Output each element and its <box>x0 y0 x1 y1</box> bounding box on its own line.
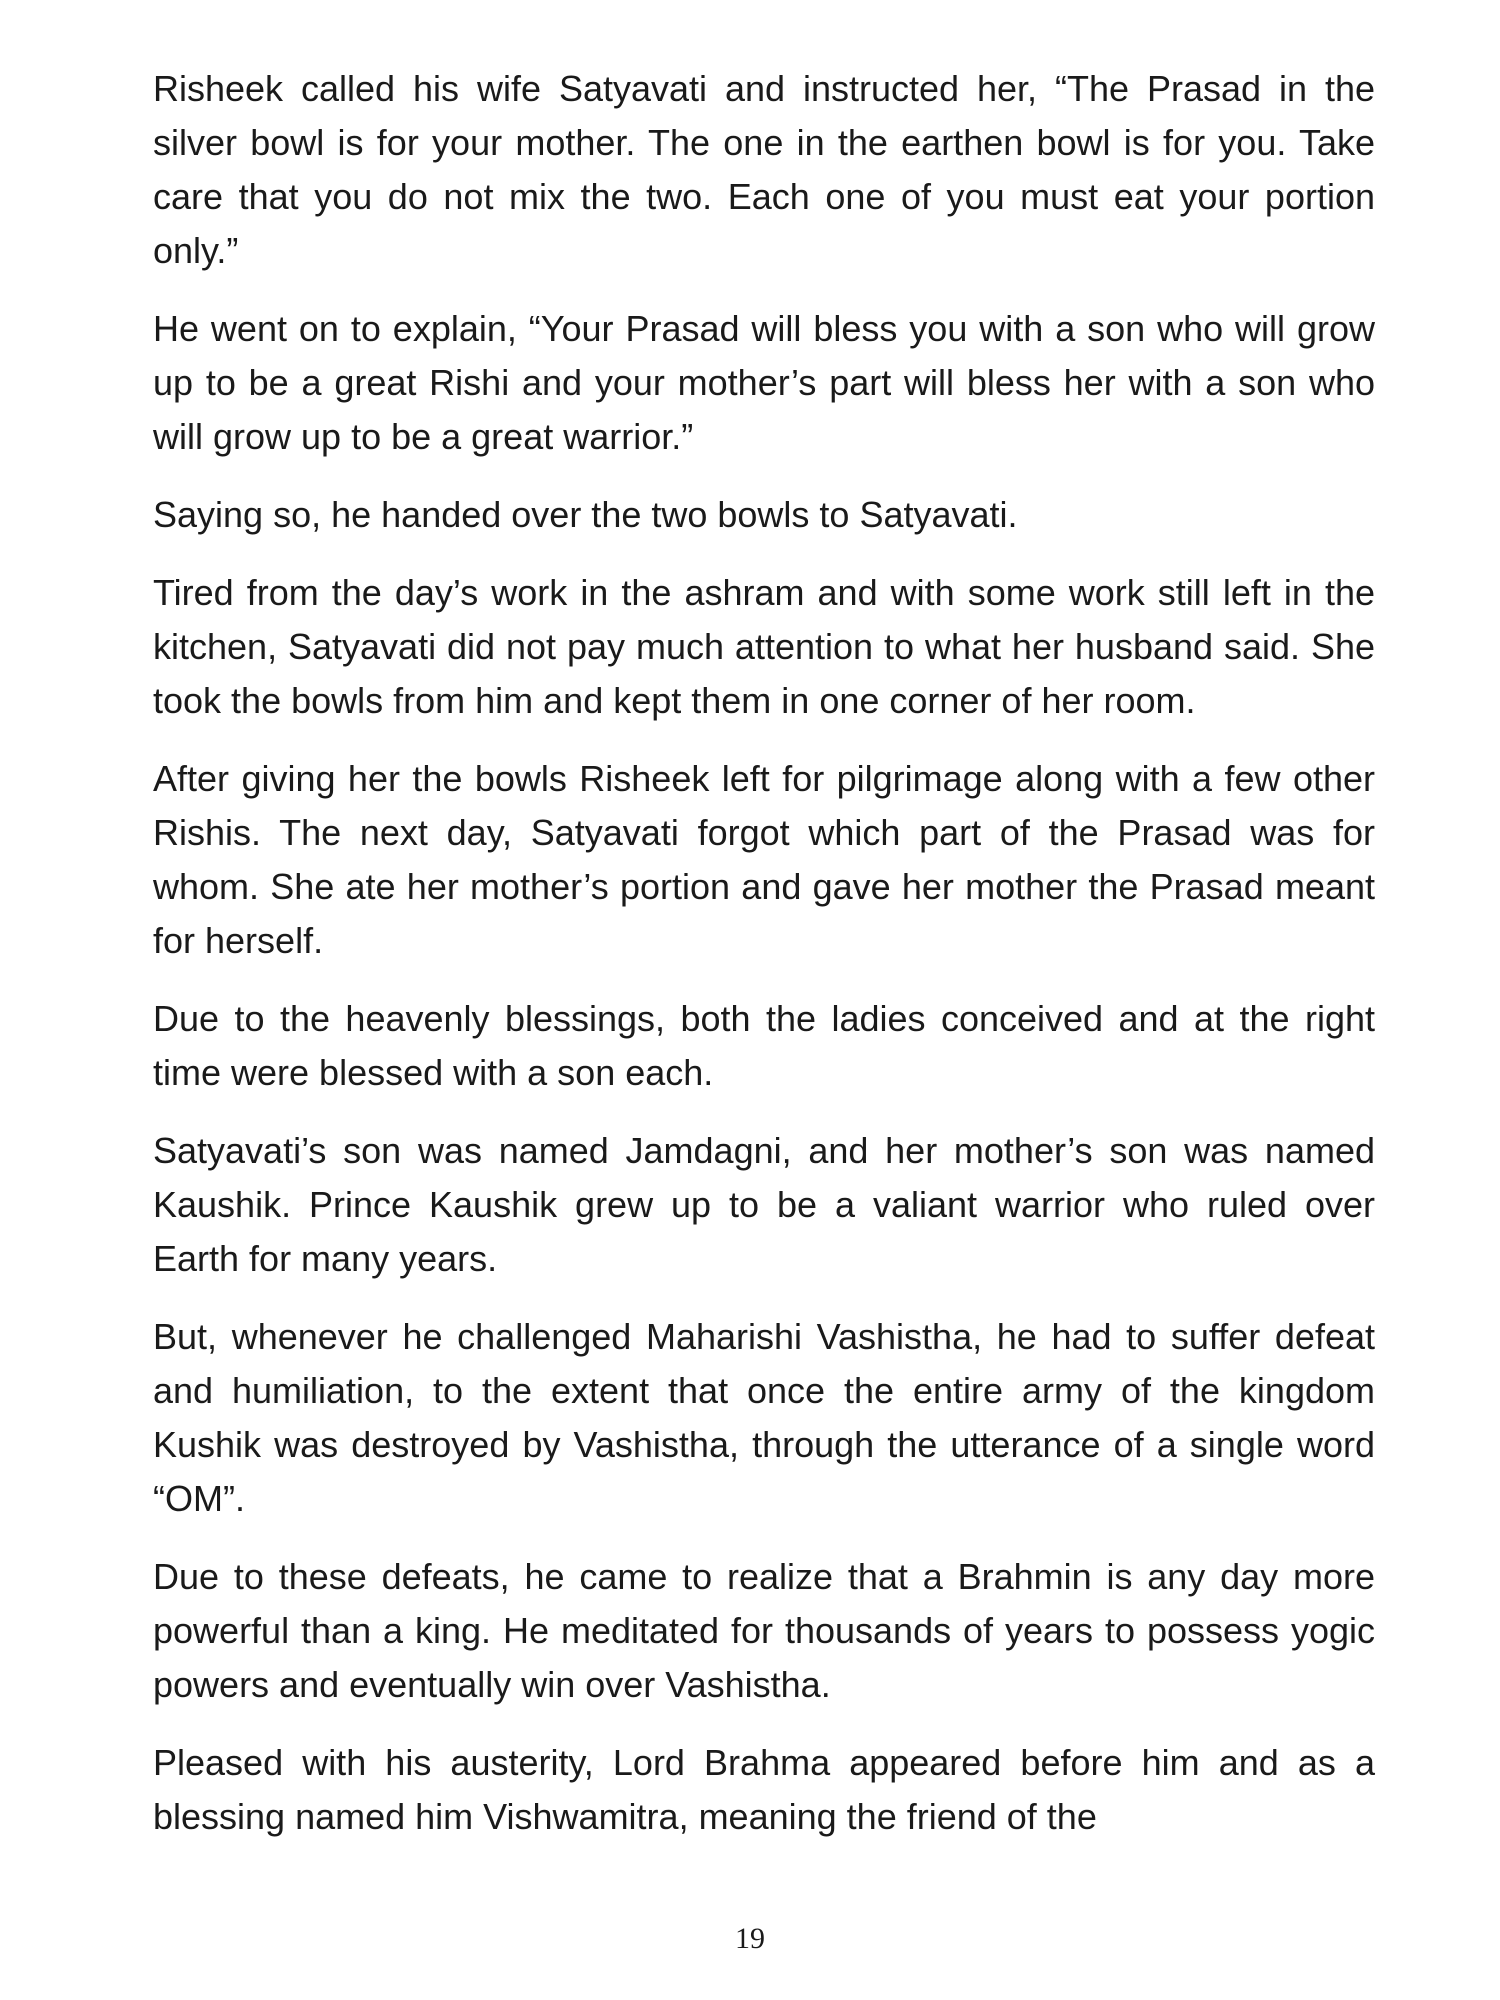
paragraph: After giving her the bowls Risheek left for pilgrimage along with a few other Rishis. The next day, Satyavati forgot which part of the Prasad was for whom. She ate her mother’s portion and gave her mother the Prasad meant for herself. <box>153 758 1375 961</box>
paragraph: Saying so, he handed over the two bowls to Satyavati. <box>153 494 1018 535</box>
paragraph: Pleased with his austerity, Lord Brahma appeared before him and as a blessing named him Vishwamitra, meaning the friend of the <box>153 1742 1375 1837</box>
paragraph: Tired from the day’s work in the ashram and with some work still left in the kitchen, Satyavati did not pay much attention to what her husband said. She took the bowls from him and kept them in one corner of her room. <box>153 572 1375 721</box>
paragraph: He went on to explain, “Your Prasad will bless you with a son who will grow up to be a great Rishi and your mother’s part will bless her with a son who will grow up to be a great warrior.” <box>153 308 1375 457</box>
paragraph: Risheek called his wife Satyavati and instructed her, “The Prasad in the silver bowl is for your mother. The one in the earthen bowl is for you. Take care that you do not mix the two. Each one of you must eat your portion only.” <box>153 68 1375 271</box>
body-text <box>153 62 1375 1868</box>
paragraph: Satyavati’s son was named Jamdagni, and her mother’s son was named Kaushik. Prince Kaushik grew up to be a valiant warrior who ruled over Earth for many years. <box>153 1130 1375 1279</box>
paragraph: Due to these defeats, he came to realize that a Brahmin is any day more powerful than a king. He meditated for thousands of years to possess yogic powers and eventually win over Vashistha. <box>153 1556 1375 1705</box>
page-number: 19 <box>735 1922 765 1955</box>
paragraph: But, whenever he challenged Maharishi Vashistha, he had to suffer defeat and humiliation, to the extent that once the entire army of the kingdom Kushik was destroyed by Vashistha, through the utterance of a single word “OM”. <box>153 1316 1375 1519</box>
paragraph: Due to the heavenly blessings, both the ladies conceived and at the right time were blessed with a son each. <box>153 998 1375 1093</box>
